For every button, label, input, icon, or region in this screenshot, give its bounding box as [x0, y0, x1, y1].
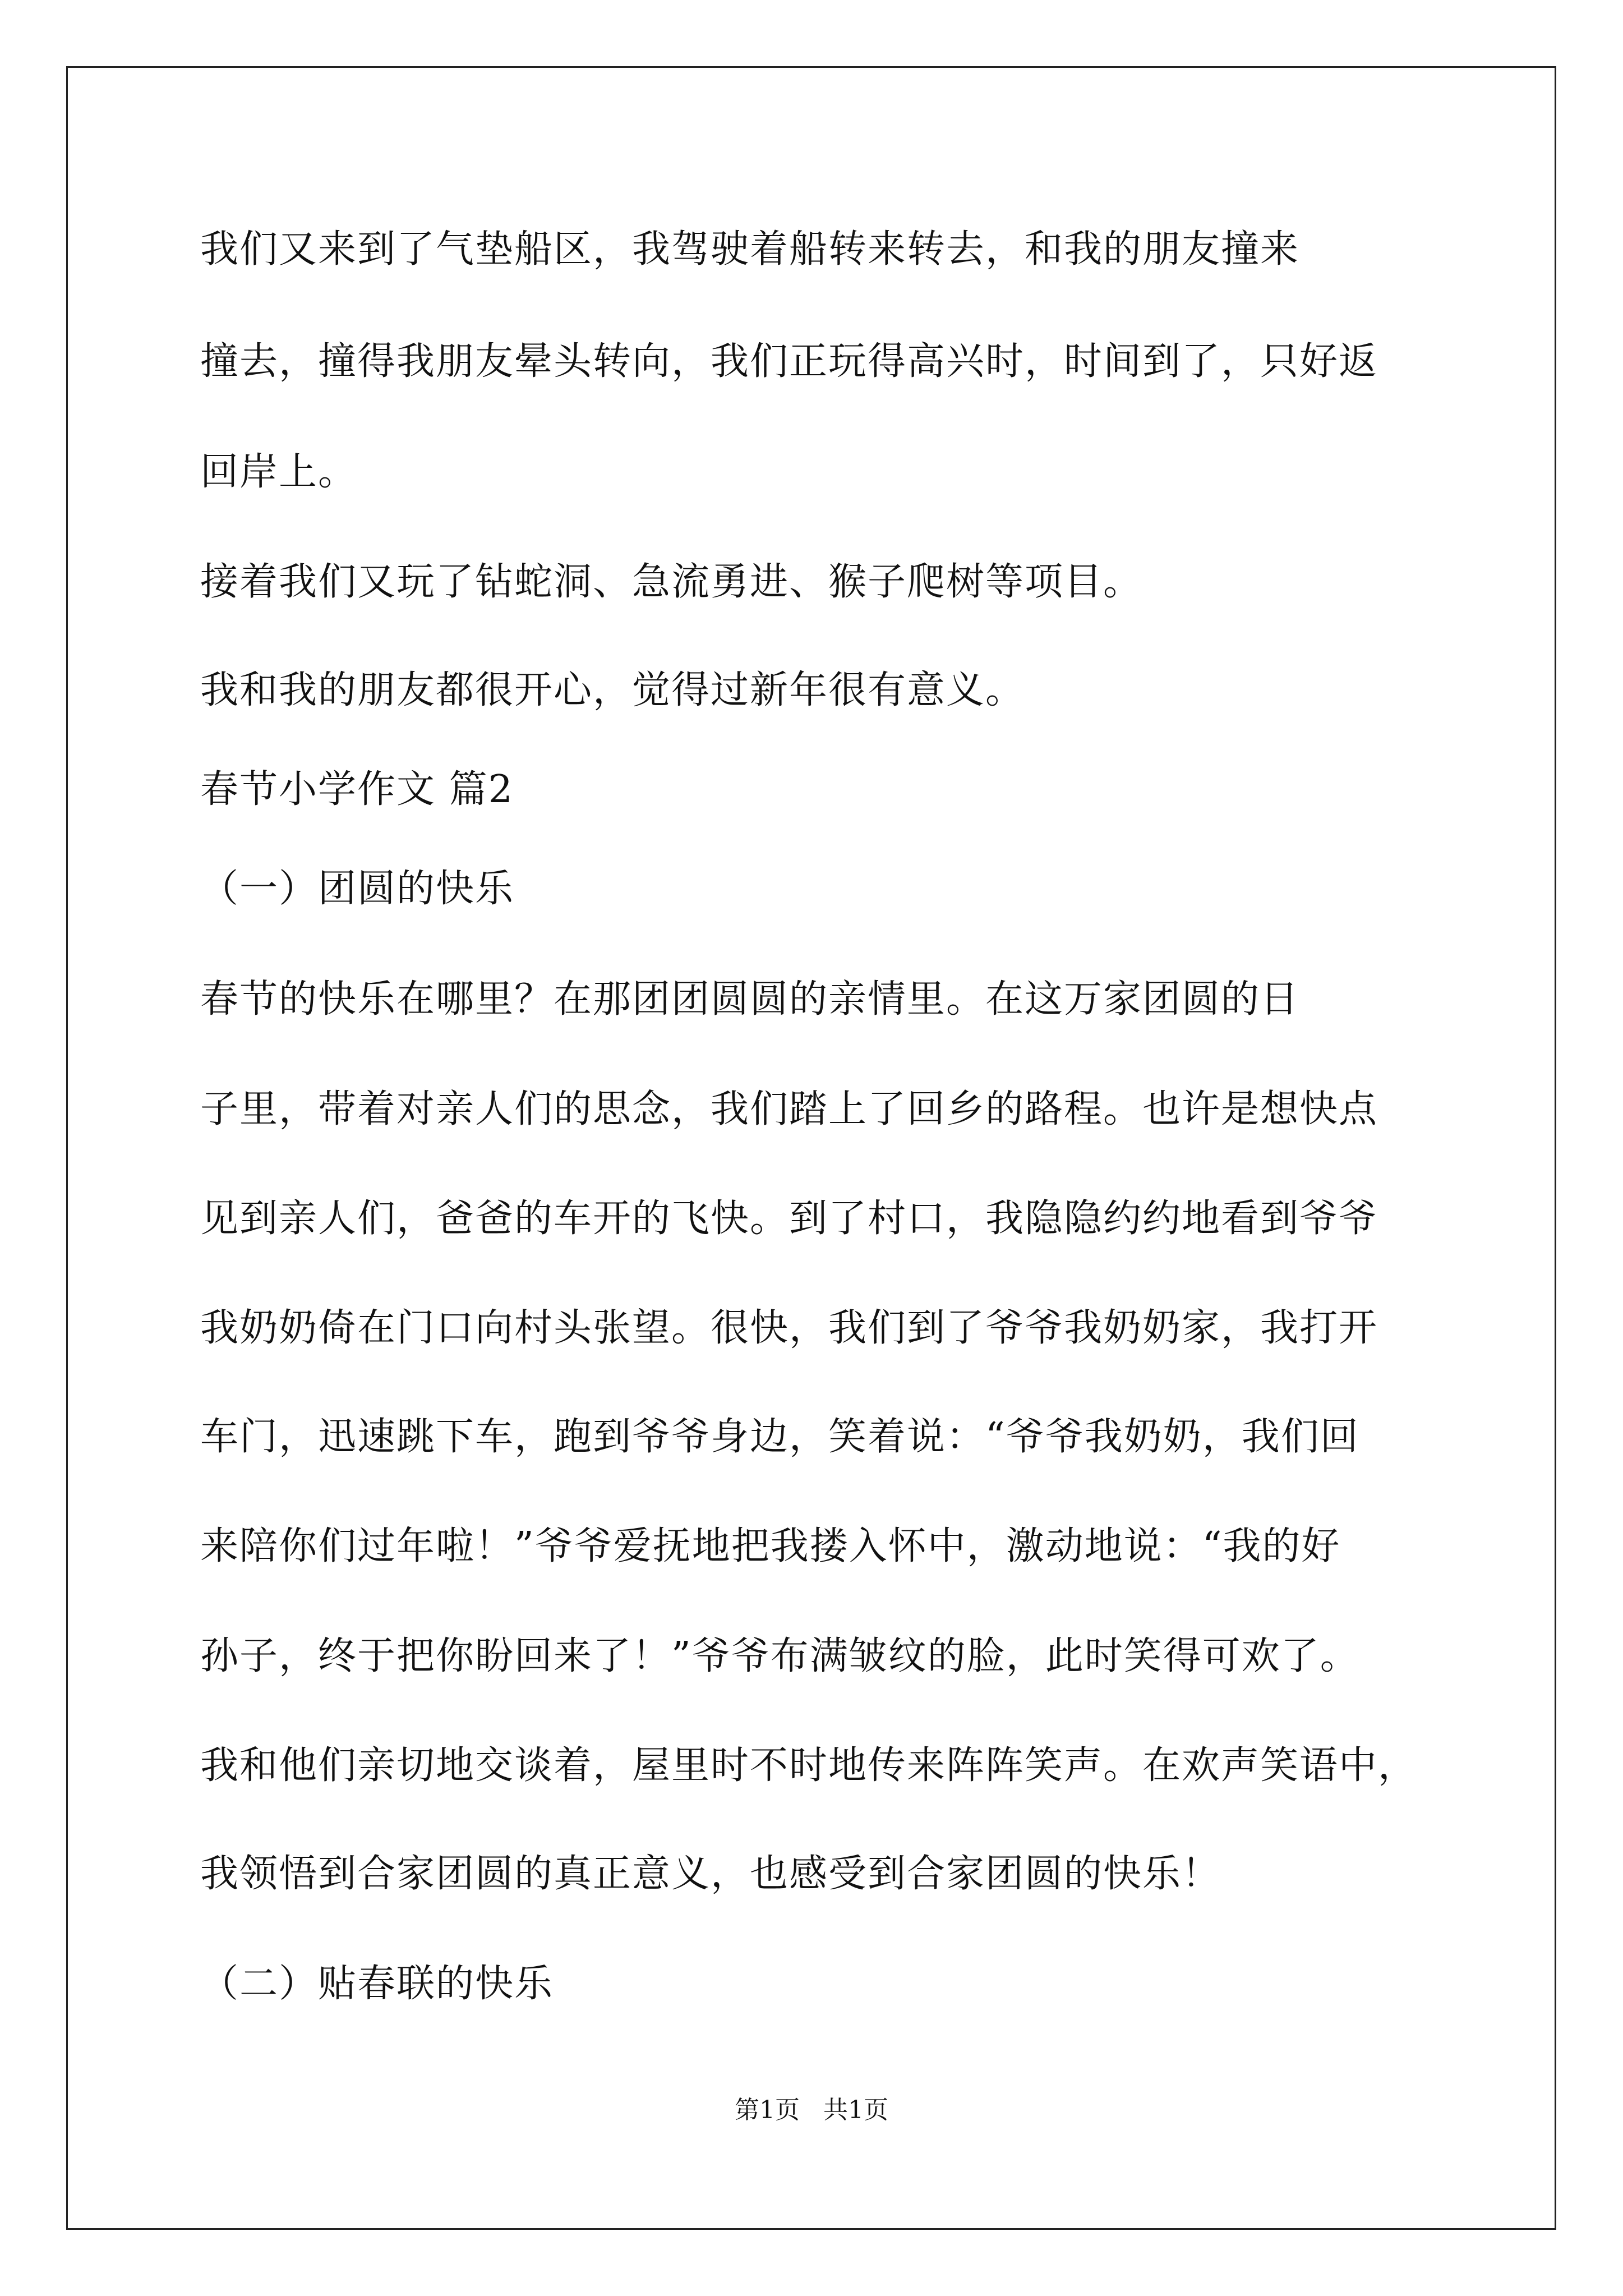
section-heading: 春节小学作文 篇2 [200, 767, 514, 812]
text-line: 见到亲人们，爸爸的车开的飞快。到了村口，我隐隐约约地看到爷爷 [200, 1197, 1378, 1241]
text-line: 春节的快乐在哪里？在那团团圆圆的亲情里。在这万家团圆的日 [200, 977, 1300, 1022]
page-border [66, 66, 1556, 2230]
text-line: 我领悟到合家团圆的真正意义，也感受到合家团圆的快乐！ [200, 1852, 1221, 1896]
text-line: 回岸上。 [200, 450, 358, 494]
text-line: 我和他们亲切地交谈着，屋里时不时地传来阵阵笑声。在欢声笑语中， [200, 1743, 1418, 1788]
text-line: 接着我们又玩了钻蛇洞、急流勇进、猴子爬树等项目。 [200, 560, 1143, 604]
text-line: 我奶奶倚在门口向村头张望。很快，我们到了爷爷我奶奶家，我打开 [200, 1306, 1378, 1350]
text-line: 我和我的朋友都很开心，觉得过新年很有意义。 [200, 668, 1025, 712]
text-line: 车门，迅速跳下车，跑到爷爷身边，笑着说：“爷爷我奶奶，我们回 [200, 1415, 1359, 1459]
subsection-heading: （二）贴春联的快乐 [200, 1962, 554, 2006]
text-line: 孙子，终于把你盼回来了！”爷爷布满皱纹的脸，此时笑得可欢了。 [200, 1634, 1359, 1678]
text-line: 撞去，撞得我朋友晕头转向，我们正玩得高兴时，时间到了，只好返 [200, 339, 1378, 384]
page-number-footer: 第1页 共1页 [735, 2096, 888, 2124]
text-line: 我们又来到了气垫船区，我驾驶着船转来转去，和我的朋友撞来 [200, 227, 1300, 272]
text-line: 来陪你们过年啦！”爷爷爱抚地把我搂入怀中，激动地说：“我的好 [200, 1524, 1341, 1568]
subsection-heading: （一）团圆的快乐 [200, 867, 515, 911]
text-line: 子里，带着对亲人们的思念，我们踏上了回乡的路程。也许是想快点 [200, 1087, 1378, 1131]
